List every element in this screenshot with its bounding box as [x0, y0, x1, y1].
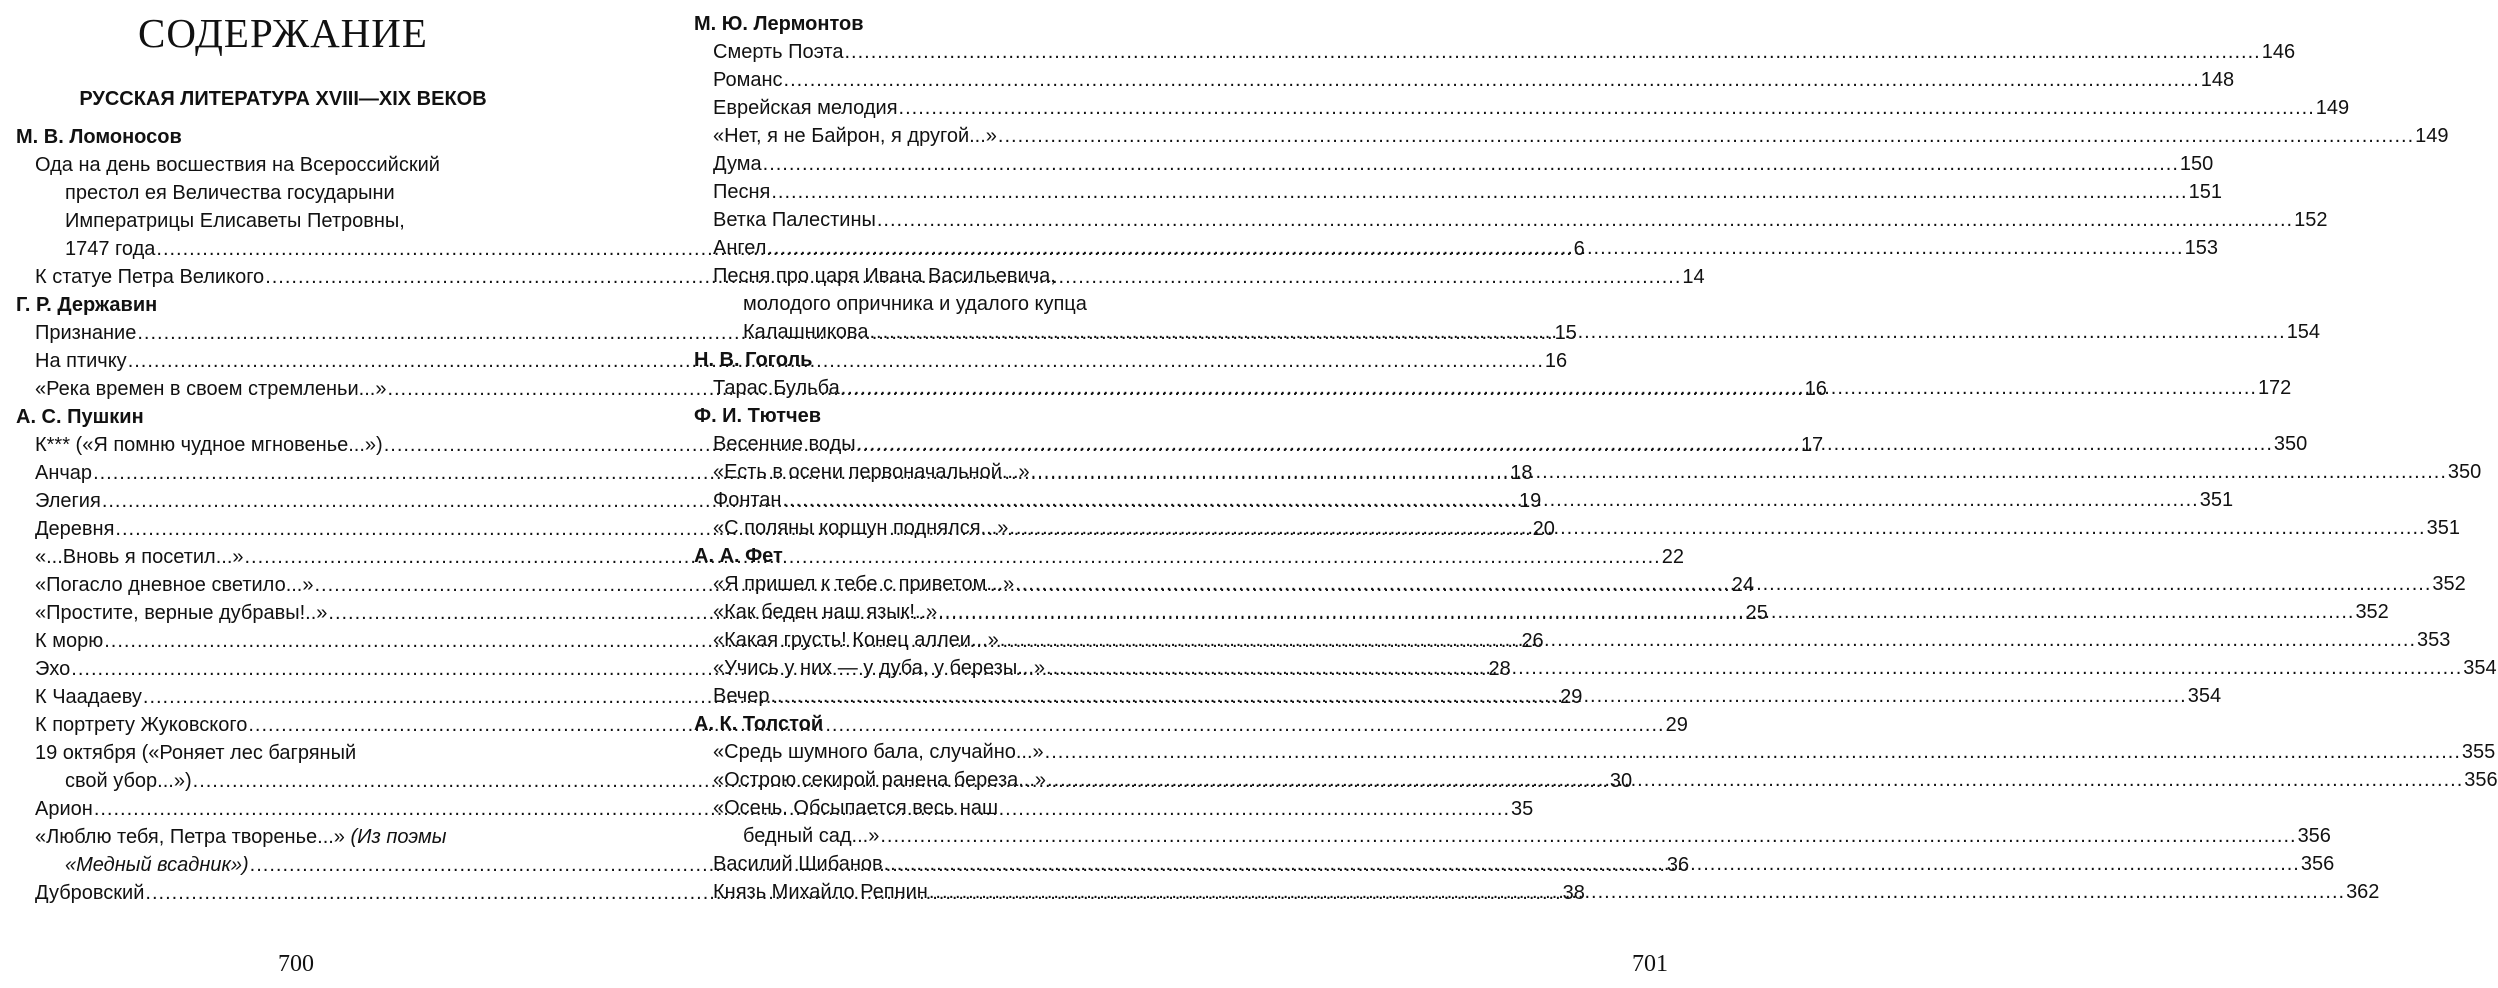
entry-title: бедный сад...»	[743, 825, 880, 847]
author-heading: Н. В. Гоголь	[694, 349, 813, 371]
entry-title: Вечер	[713, 685, 770, 707]
entry-title: Эхо	[35, 658, 71, 680]
dot-leader	[784, 66, 2200, 94]
entry-note: (Из поэмы	[350, 826, 447, 848]
toc-line	[713, 150, 2214, 178]
page-ref: 16	[1544, 350, 1568, 372]
entry-title: Императрицы Елисаветы Петровны,	[65, 210, 405, 232]
dot-leader	[767, 234, 2183, 262]
entry-title: Смерть Поэта	[713, 41, 844, 63]
entry-title: «Какая грусть! Конец аллеи...»	[713, 629, 999, 651]
toc-entry	[694, 94, 2350, 122]
entry-title: «Средь шумного бала, случайно...»	[713, 741, 1044, 763]
dot-leader	[880, 822, 2296, 850]
toc-line	[713, 178, 2222, 206]
toc-entry	[694, 122, 2449, 150]
toc-line	[35, 739, 550, 767]
dot-leader	[782, 486, 2198, 514]
dot-leader	[1015, 570, 2431, 598]
entry-title: «Есть в осени первоначальной...»	[713, 461, 1030, 483]
page-number-left: 700	[278, 951, 314, 977]
dot-leader	[1009, 514, 2425, 542]
page-ref: 153	[2184, 237, 2218, 259]
entry-title: престол ея Величества государыни	[65, 182, 395, 204]
toc-entry	[694, 738, 2496, 766]
page-ref: 356	[2297, 825, 2331, 847]
page-ref: 30	[1609, 770, 1633, 792]
page-ref: 6	[1573, 238, 1585, 260]
dot-leader	[938, 598, 2354, 626]
page-ref: 19	[1519, 490, 1542, 512]
page-ref: 17	[1800, 434, 1824, 456]
entry-title: Признание	[35, 322, 137, 344]
page-ref: 351	[2426, 517, 2460, 539]
entry-title: Тарас Бульба	[713, 377, 840, 399]
page-ref: 355	[2461, 741, 2496, 763]
page-ref: 26	[1521, 630, 1544, 652]
page-ref: 16	[1804, 378, 1827, 400]
dot-leader	[770, 682, 2186, 710]
entry-title: «Нет, я не Байрон, я другой...»	[713, 125, 997, 147]
entry-title: Еврейская мелодия	[713, 97, 898, 119]
author-heading: Г. Р. Державин	[16, 294, 158, 316]
dot-leader	[877, 206, 2293, 234]
page-ref: 362	[2346, 881, 2380, 903]
toc-line	[713, 290, 1226, 318]
entry-title: «Люблю тебя, Петра творенье...»	[35, 826, 345, 848]
entry-title: «Осень. Обсыпается весь наш	[713, 797, 998, 819]
entry-title: Ангел	[713, 237, 767, 259]
entry-title: Элегия	[35, 490, 101, 512]
entry-title: Князь Михайло Репнин	[713, 881, 928, 903]
entry-title: «Я пришел к тебе с приветом...»	[713, 573, 1015, 595]
entry-title: Калашникова	[743, 321, 869, 343]
entry-title: «Простите, верные дубравы!..»	[35, 602, 328, 624]
dot-leader	[1031, 458, 2447, 486]
author-heading: А. А. Фет	[694, 545, 783, 567]
entry-title: «Как беден наш язык!..»	[713, 601, 938, 623]
entry-title: Ода на день восшествия на Всероссийский	[35, 154, 440, 176]
author-heading: М. Ю. Лермонтов	[694, 13, 864, 35]
dot-leader	[869, 318, 2285, 346]
page-ref: 28	[1488, 658, 1511, 680]
dot-leader	[899, 94, 2315, 122]
entry-title: Анчар	[35, 462, 93, 484]
entry-title: На птичку	[35, 350, 127, 372]
entry-title: молодого опричника и удалого купца	[743, 293, 1087, 315]
dot-leader	[841, 374, 2257, 402]
toc-line	[35, 179, 550, 207]
entry-title: Романс	[713, 69, 783, 91]
toc-line	[713, 822, 2331, 850]
page-ref: 149	[2315, 97, 2350, 119]
toc-entry	[694, 794, 2331, 850]
toc-entry	[694, 234, 2218, 262]
dot-leader	[998, 122, 2414, 150]
toc-line	[713, 234, 2218, 262]
entry-title: Арион	[35, 798, 93, 820]
entry-title: Василий Шибанов	[713, 853, 883, 875]
entry-title: К портрету Жуковского	[35, 714, 248, 736]
dot-leader	[929, 878, 2345, 906]
toc-line	[713, 262, 1226, 290]
entry-title: Дума	[713, 153, 762, 175]
page-ref: 356	[2300, 853, 2335, 875]
author-heading: Ф. И. Тютчев	[694, 405, 822, 427]
entry-title: Весенние воды	[713, 433, 856, 455]
page-ref: 38	[1562, 882, 1585, 904]
page-ref: 151	[2188, 181, 2222, 203]
dot-leader	[884, 850, 2300, 878]
toc-line	[713, 794, 1226, 822]
page-ref: 15	[1554, 322, 1577, 344]
page-ref: 150	[2179, 153, 2214, 175]
page-ref: 154	[2286, 321, 2321, 343]
entry-title: Ветка Палестины	[713, 209, 876, 231]
page-ref: 354	[2187, 685, 2222, 707]
entry-title: К Чаадаеву	[35, 686, 142, 708]
page-ref: 22	[1661, 546, 1684, 568]
page-ref: 36	[1666, 854, 1690, 876]
entry-title: «Медный всадник»)	[65, 854, 249, 876]
page-ref: 149	[2415, 125, 2449, 147]
dot-leader	[1045, 738, 2461, 766]
dot-leader	[1046, 654, 2462, 682]
page-ref: 29	[1665, 714, 1688, 736]
dot-leader	[1047, 766, 2463, 794]
entry-title: К статуе Петра Великого	[35, 266, 265, 288]
toc-entry	[694, 66, 2235, 94]
page-ref: 352	[2432, 573, 2466, 595]
dot-leader	[771, 178, 2187, 206]
entry-title: Деревня	[35, 518, 115, 540]
toc-line	[35, 151, 550, 179]
page-ref: 35	[1511, 798, 1534, 820]
page-ref: 29	[1560, 686, 1583, 708]
entry-title: Песня	[713, 181, 771, 203]
page-ref: 146	[2261, 41, 2296, 63]
toc-line	[713, 66, 2235, 94]
page-ref: 20	[1532, 518, 1555, 540]
page-ref: 152	[2294, 209, 2328, 231]
entry-title: К морю	[35, 630, 104, 652]
page-number-right: 701	[1632, 951, 1668, 977]
entry-title: «Погасло дневное светило...»	[35, 574, 314, 596]
entry-title: 1747 года	[65, 238, 156, 260]
page-ref: 353	[2417, 629, 2451, 651]
entry-title: Дубровский	[35, 882, 145, 904]
toc-entry	[694, 38, 2296, 66]
toc-line	[713, 738, 2496, 766]
toc-entry	[694, 206, 2328, 234]
toc-line	[35, 823, 550, 851]
page-ref: 14	[1682, 266, 1705, 288]
page-ref: 148	[2200, 69, 2235, 91]
dot-leader	[763, 150, 2179, 178]
page-ref: 356	[2464, 769, 2498, 791]
entry-title: «...Вновь я посетил...»	[35, 546, 244, 568]
entry-title: 19 октября («Роняет лес багряный	[35, 742, 357, 764]
page-ref: 24	[1731, 574, 1754, 596]
page-ref: 25	[1745, 602, 1768, 624]
page-ref: 350	[2447, 461, 2482, 483]
toc-line	[713, 122, 2449, 150]
toc-line	[713, 38, 2296, 66]
dot-leader	[857, 430, 2273, 458]
page-ref: 354	[2463, 657, 2497, 679]
toc-entry	[694, 178, 2222, 206]
author-heading: А. С. Пушкин	[16, 406, 144, 428]
entry-title: К*** («Я помню чудное мгновенье...»)	[35, 434, 383, 456]
toc-line	[713, 318, 2321, 346]
page-ref: 18	[1510, 462, 1533, 484]
entry-title: Фонтан	[713, 489, 782, 511]
toc-line	[35, 207, 550, 235]
author-heading: А. К. Толстой	[694, 713, 824, 735]
toc-entry	[694, 150, 2214, 178]
author-heading: М. В. Ломоносов	[16, 126, 182, 148]
dot-leader	[1000, 626, 2416, 654]
page-ref: 352	[2355, 601, 2389, 623]
entry-title: «Учись у них — у дуба, у березы...»	[713, 657, 1046, 679]
entry-title: «Острою секирой ранена береза...»	[713, 769, 1047, 791]
page-ref: 172	[2257, 377, 2292, 399]
page-ref: 351	[2199, 489, 2234, 511]
toc-line	[713, 94, 2350, 122]
contents-title: СОДЕРЖАНИЕ	[138, 10, 428, 56]
page-ref: 350	[2273, 433, 2308, 455]
section-title: РУССКАЯ ЛИТЕРАТУРА XVIII—XIX ВЕКОВ	[79, 88, 487, 110]
dot-leader	[844, 38, 2260, 66]
toc-line	[713, 206, 2328, 234]
entry-title: «Река времен в своем стремленьи...»	[35, 378, 387, 400]
entry-title: свой убор...»)	[65, 770, 192, 792]
entry-title: Песня про царя Ивана Васильевича,	[713, 265, 1056, 287]
entry-title: «С поляны коршун поднялся...»	[713, 517, 1009, 539]
